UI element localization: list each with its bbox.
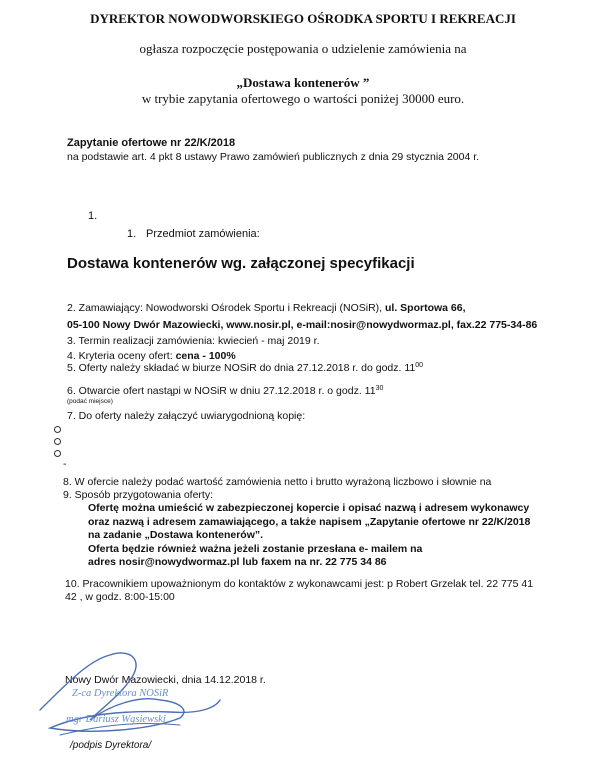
subject-line: „Dostawa kontenerów ” — [236, 75, 370, 90]
item6-note: (podać miejsce) — [67, 398, 113, 405]
item8: 8. W ofercie należy podać wartość zamówienia netto i brutto wyrażoną liczbowo i słownie na — [63, 476, 492, 488]
item7: 7. Do oferty należy załączyć uwiarygodnioną kopię: — [67, 410, 306, 422]
empty-bullet-3 — [54, 450, 61, 457]
empty-dash: - — [63, 458, 67, 470]
item1-inner-number: 1. — [127, 228, 137, 240]
item6 — [67, 385, 383, 397]
item3: 3. Termin realizacji zamówienia: kwiecień - maj 2019 r. — [67, 335, 320, 347]
empty-bullet-2 — [54, 438, 61, 445]
item6-text: 6. Otwarcie ofert nastąpi w NOSiR w dniu 27.12.2018 r. o godz. 11 — [67, 385, 376, 397]
item1-title: Dostawa kontenerów wg. załączonej specyfikacji — [67, 255, 415, 272]
empty-bullet-1 — [54, 426, 61, 433]
item2-address: ul. Sportowa 66, — [382, 302, 466, 314]
item1-outer-number: 1. — [88, 210, 98, 222]
item9-line-5: adres nosir@nowydwormaz.pl lub faxem na nr. 22 775 34 86 — [88, 556, 387, 568]
ref-basis: na podstawie art. 4 pkt 8 ustawy Prawo zamówień publicznych z dnia 29 stycznia 2004 r. — [67, 151, 480, 163]
item10-line1: 10. Pracownikiem upoważnionym do kontaktów z wykonawcami jest: p Robert Grzelak tel. 22 775 41 — [65, 578, 534, 590]
stamp-name: mgr Dariusz Wąsiewski — [66, 714, 166, 725]
item9-line-1: Ofertę można umieścić w zabezpieczonej kopercie i opisać nazwą i adresem wykonawcy — [88, 502, 530, 514]
item2-prefix: 2. Zamawiający: Nowodworski Ośrodek Sportu i Rekreacji (NOSiR), — [67, 302, 383, 314]
item2-line1 — [67, 302, 466, 314]
item1-label: Przedmiot zamówienia: — [146, 228, 260, 240]
signature-label: /podpis Dyrektora/ — [70, 740, 152, 751]
place-date: Nowy Dwór Mazowiecki, dnia 14.12.2018 r. — [65, 674, 266, 686]
item2-line2: 05-100 Nowy Dwór Mazowiecki, www.nosir.pl, e-mail:nosir@nowydwormaz.pl, fax.22 775-34-86 — [67, 319, 538, 331]
announce-line: ogłasza rozpoczęcie postępowania o udzielenie zamówienia na — [139, 41, 467, 56]
item9-label: 9. Sposób przygotowania oferty: — [63, 489, 214, 501]
item5-text: 5. Oferty należy składać w biurze NOSiR do dnia 27.12.2018 r. do godz. 11 — [67, 362, 416, 374]
item5-sup: 00 — [415, 362, 424, 369]
org-heading: DYREKTOR NOWODWORSKIEGO OŚRODKA SPORTU I REKREACJI — [90, 11, 516, 26]
item9-line-2: oraz nazwą i adresem zamawiającego, a także napisem „Zapytanie ofertowe nr 22/K/2018 — [88, 516, 531, 528]
item6-sup: 30 — [375, 385, 384, 392]
item4-value: cena - 100% — [175, 350, 236, 362]
stamp-role: Z-ca Dyrektora NOSiR — [72, 688, 169, 699]
item5 — [67, 362, 423, 374]
item4 — [67, 350, 236, 362]
item9-line-4: Oferta będzie również ważna jeżeli zostanie przesłana e- mailem na — [88, 543, 423, 555]
item4-prefix: 4. Kryteria oceny ofert: — [67, 350, 176, 362]
item9-line-3: na zadanie „Dostawa kontenerów”. — [88, 529, 264, 541]
ref-number: Zapytanie ofertowe nr 22/K/2018 — [67, 137, 236, 149]
mode-line: w trybie zapytania ofertowego o wartości poniżej 30000 euro. — [141, 91, 465, 106]
item10-line2: 42 , w godz. 8:00-15:00 — [65, 591, 175, 603]
